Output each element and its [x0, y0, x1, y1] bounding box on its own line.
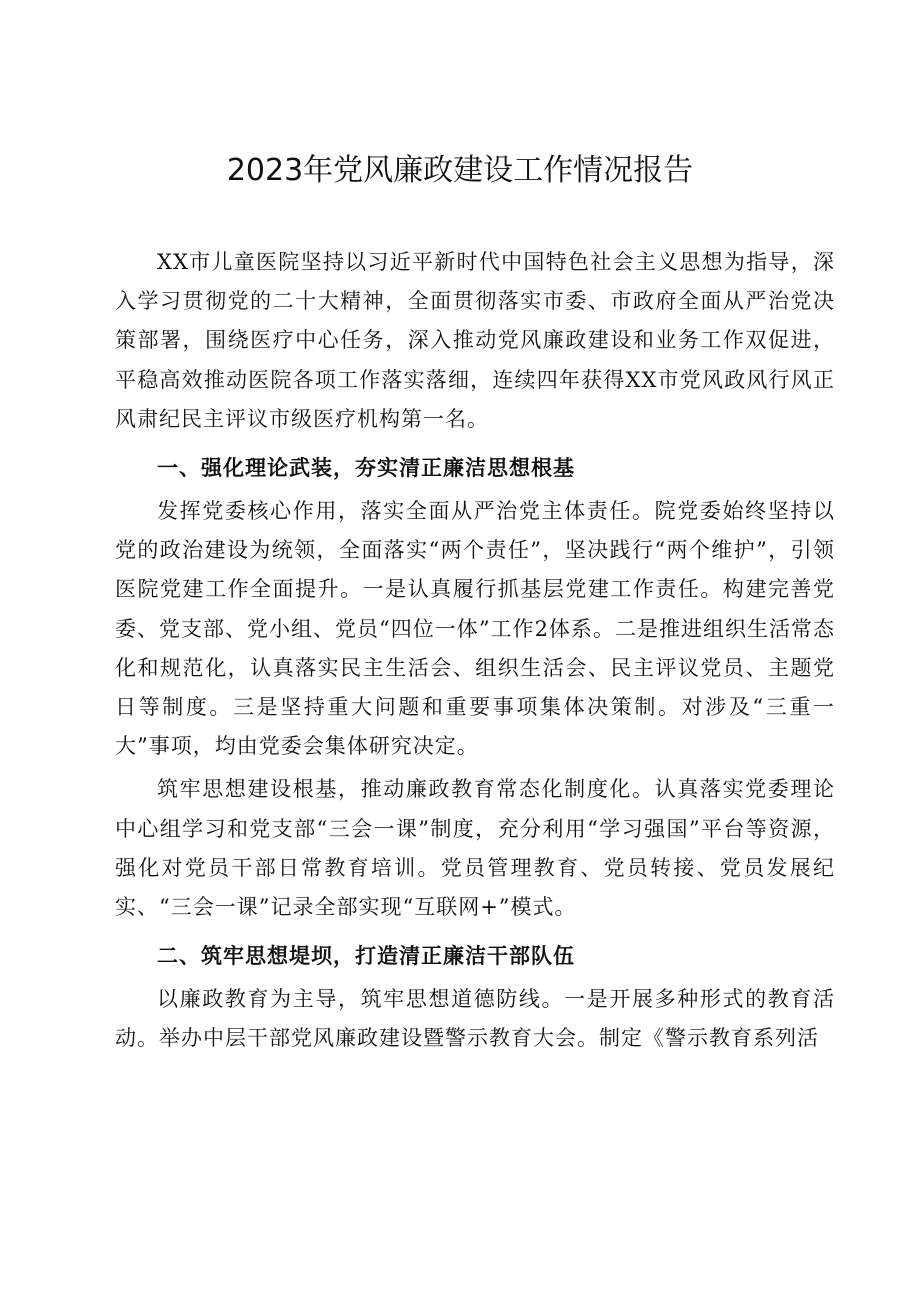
- intro-paragraph: XX市儿童医院坚持以习近平新时代中国特色社会主义思想为指导，深入学习贯彻党的二十大精神，全面贯彻落实市委、市政府全面从严治党决策部署，围绕医疗中心任务，深入推动党风廉政建设和业务工作双促进，平稳高效推动医院各项工作落实落细，连续四年获得XX市党风政风行风正风肃纪民主评议市级医疗机构第一名。: [115, 250, 835, 431]
- section-heading-2: 二、筑牢思想堤坝，打造清正廉洁干部队伍: [157, 944, 575, 969]
- section-1-paragraph-2: 筑牢思想建设根基，推动廉政教育常态化制度化。认真落实党委理论中心组学习和党支部“三会一课”制度，充分利用“学习强国”平台等资源，强化对党员干部日常教育培训。党员管理教育、党员转接、党员发展纪实、“三会一课”记录全部实现“互联网+”模式。: [115, 777, 835, 920]
- document-body: [115, 243, 835, 1059]
- section-2-paragraph-1: 以廉政教育为主导，筑牢思想道德防线。一是开展多种形式的教育活动。举办中层干部党风廉政建设暨警示教育大会。制定《警示教育系列活: [115, 987, 835, 1051]
- section-heading-1: 一、强化理论武装，夯实清正廉洁思想根基: [157, 456, 575, 481]
- section-1-paragraph-1: 发挥党委核心作用，落实全面从严治党主体责任。院党委始终坚持以党的政治建设为统领，全面落实“两个责任”，坚决践行“两个维护”，引领医院党建工作全面提升。一是认真履行抓基层党建工作责任。构建完善党委、党支部、党小组、党员“四位一体”工作2体系。二是推进组织生活常态化和规范化，认真落实民主生活会、组织生活会、民主评议党员、主题党日等制度。三是坚持重大问题和重要事项集体决策制。对涉及“三重一大”事项，均由党委会集体研究决定。: [115, 499, 835, 759]
- document-title: 2023年党风廉政建设工作情况报告: [226, 153, 694, 188]
